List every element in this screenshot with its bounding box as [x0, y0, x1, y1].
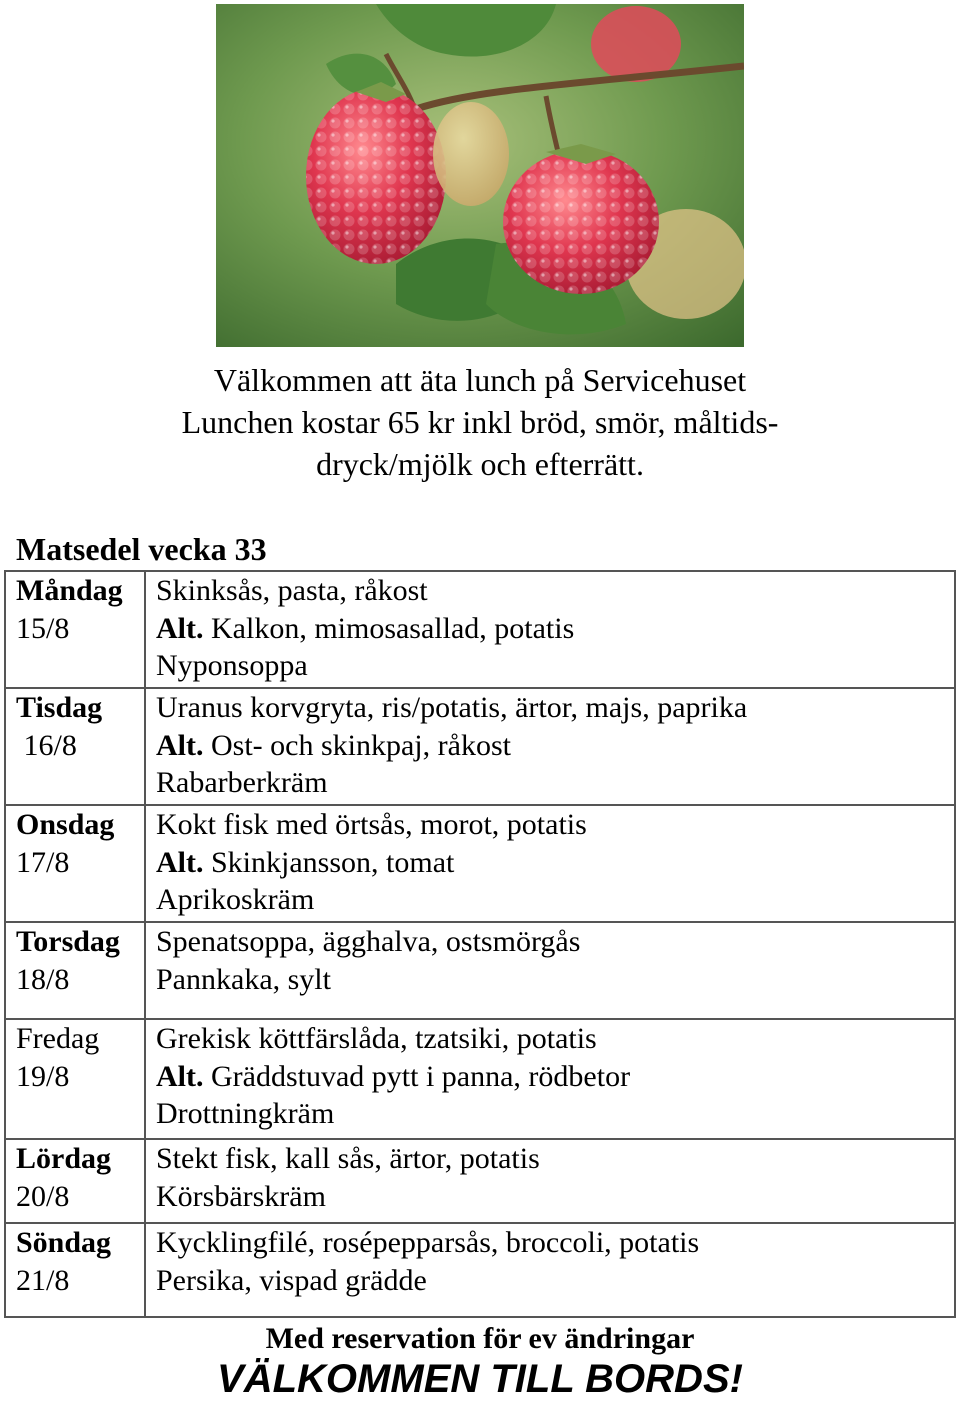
dish-cell [145, 1139, 955, 1223]
dish-cell [145, 1019, 955, 1139]
day-date: 20/8 [16, 1179, 70, 1213]
day-cell [5, 688, 145, 805]
dish-cell [145, 1223, 955, 1317]
alternative-dish: Kalkon, mimosasallad, potatis [211, 611, 575, 645]
day-date: 18/8 [16, 962, 70, 996]
dessert: Nyponsoppa [156, 649, 308, 682]
day-name: Onsdag [16, 808, 115, 841]
reservation-note: Med reservation för ev ändringar [265, 1322, 695, 1355]
menu-row [5, 571, 955, 688]
dish-cell [145, 571, 955, 688]
alternative-dish: Gräddstuvad pytt i panna, rödbetor [211, 1059, 631, 1093]
alternative-dish: Skinkjansson, tomat [211, 845, 455, 879]
intro-line-2: Lunchen kostar 65 kr inkl bröd, smör, måltids- [181, 404, 779, 440]
day-cell [5, 571, 145, 688]
dessert: Körsbärskräm [156, 1179, 326, 1213]
menu-row [5, 688, 955, 805]
menu-row [5, 922, 955, 1019]
dish-cell [145, 922, 955, 1019]
weekly-menu-table [4, 570, 956, 1318]
dish-cell [145, 805, 955, 922]
menu-row [5, 1139, 955, 1223]
dessert: Rabarberkräm [156, 766, 328, 799]
main-dish: Stekt fisk, kall sås, ärtor, potatis [156, 1142, 540, 1175]
dessert: Drottningkräm [156, 1097, 335, 1130]
intro-line-3: dryck/mjölk och efterrätt. [316, 446, 644, 482]
alternative-dish-line [156, 844, 954, 882]
alt-label: Alt. [156, 845, 204, 879]
main-dish: Kycklingfilé, rosépepparsås, broccoli, potatis [156, 1226, 700, 1259]
day-date: 15/8 [16, 611, 70, 645]
menu-title: Matsedel vecka 33 [16, 531, 267, 567]
day-name: Tisdag [16, 691, 103, 724]
day-name: Torsdag [16, 925, 120, 958]
alt-label: Alt. [156, 611, 204, 645]
menu-row [5, 805, 955, 922]
menu-row [5, 1019, 955, 1139]
intro-line-1: Välkommen att äta lunch på Servicehuset [213, 362, 747, 398]
main-dish: Spenatsoppa, ägghalva, ostsmörgås [156, 925, 581, 958]
main-dish: Uranus korvgryta, ris/potatis, ärtor, majs, paprika [156, 691, 748, 724]
day-date: 16/8 [16, 728, 77, 762]
dish-cell [145, 688, 955, 805]
alternative-dish-line [156, 610, 954, 648]
day-cell [5, 805, 145, 922]
alternative-dish: Ost- och skinkpaj, råkost [211, 728, 511, 762]
day-date: 19/8 [16, 1059, 70, 1093]
main-dish: Skinksås, pasta, råkost [156, 574, 428, 607]
alternative-dish-line [156, 727, 954, 765]
menu-row [5, 1223, 955, 1317]
day-date: 17/8 [16, 845, 70, 879]
day-name: Måndag [16, 574, 123, 607]
day-cell [5, 922, 145, 1019]
raspberry-photo [216, 4, 744, 347]
welcome-banner: VÄLKOMMEN TILL BORDS! [217, 1357, 743, 1401]
day-name: Lördag [16, 1142, 112, 1175]
alt-label: Alt. [156, 728, 204, 762]
dessert: Pannkaka, sylt [156, 962, 331, 996]
day-name: Fredag [16, 1022, 100, 1055]
day-cell [5, 1139, 145, 1223]
main-dish: Kokt fisk med örtsås, morot, potatis [156, 808, 587, 841]
alt-label: Alt. [156, 1059, 204, 1093]
main-dish: Grekisk köttfärslåda, tzatsiki, potatis [156, 1022, 597, 1055]
day-name: Söndag [16, 1226, 112, 1259]
day-cell [5, 1019, 145, 1139]
alternative-dish-line [156, 1058, 954, 1096]
dessert: Persika, vispad grädde [156, 1263, 427, 1297]
dessert: Aprikoskräm [156, 883, 315, 916]
day-cell [5, 1223, 145, 1317]
day-date: 21/8 [16, 1263, 70, 1297]
